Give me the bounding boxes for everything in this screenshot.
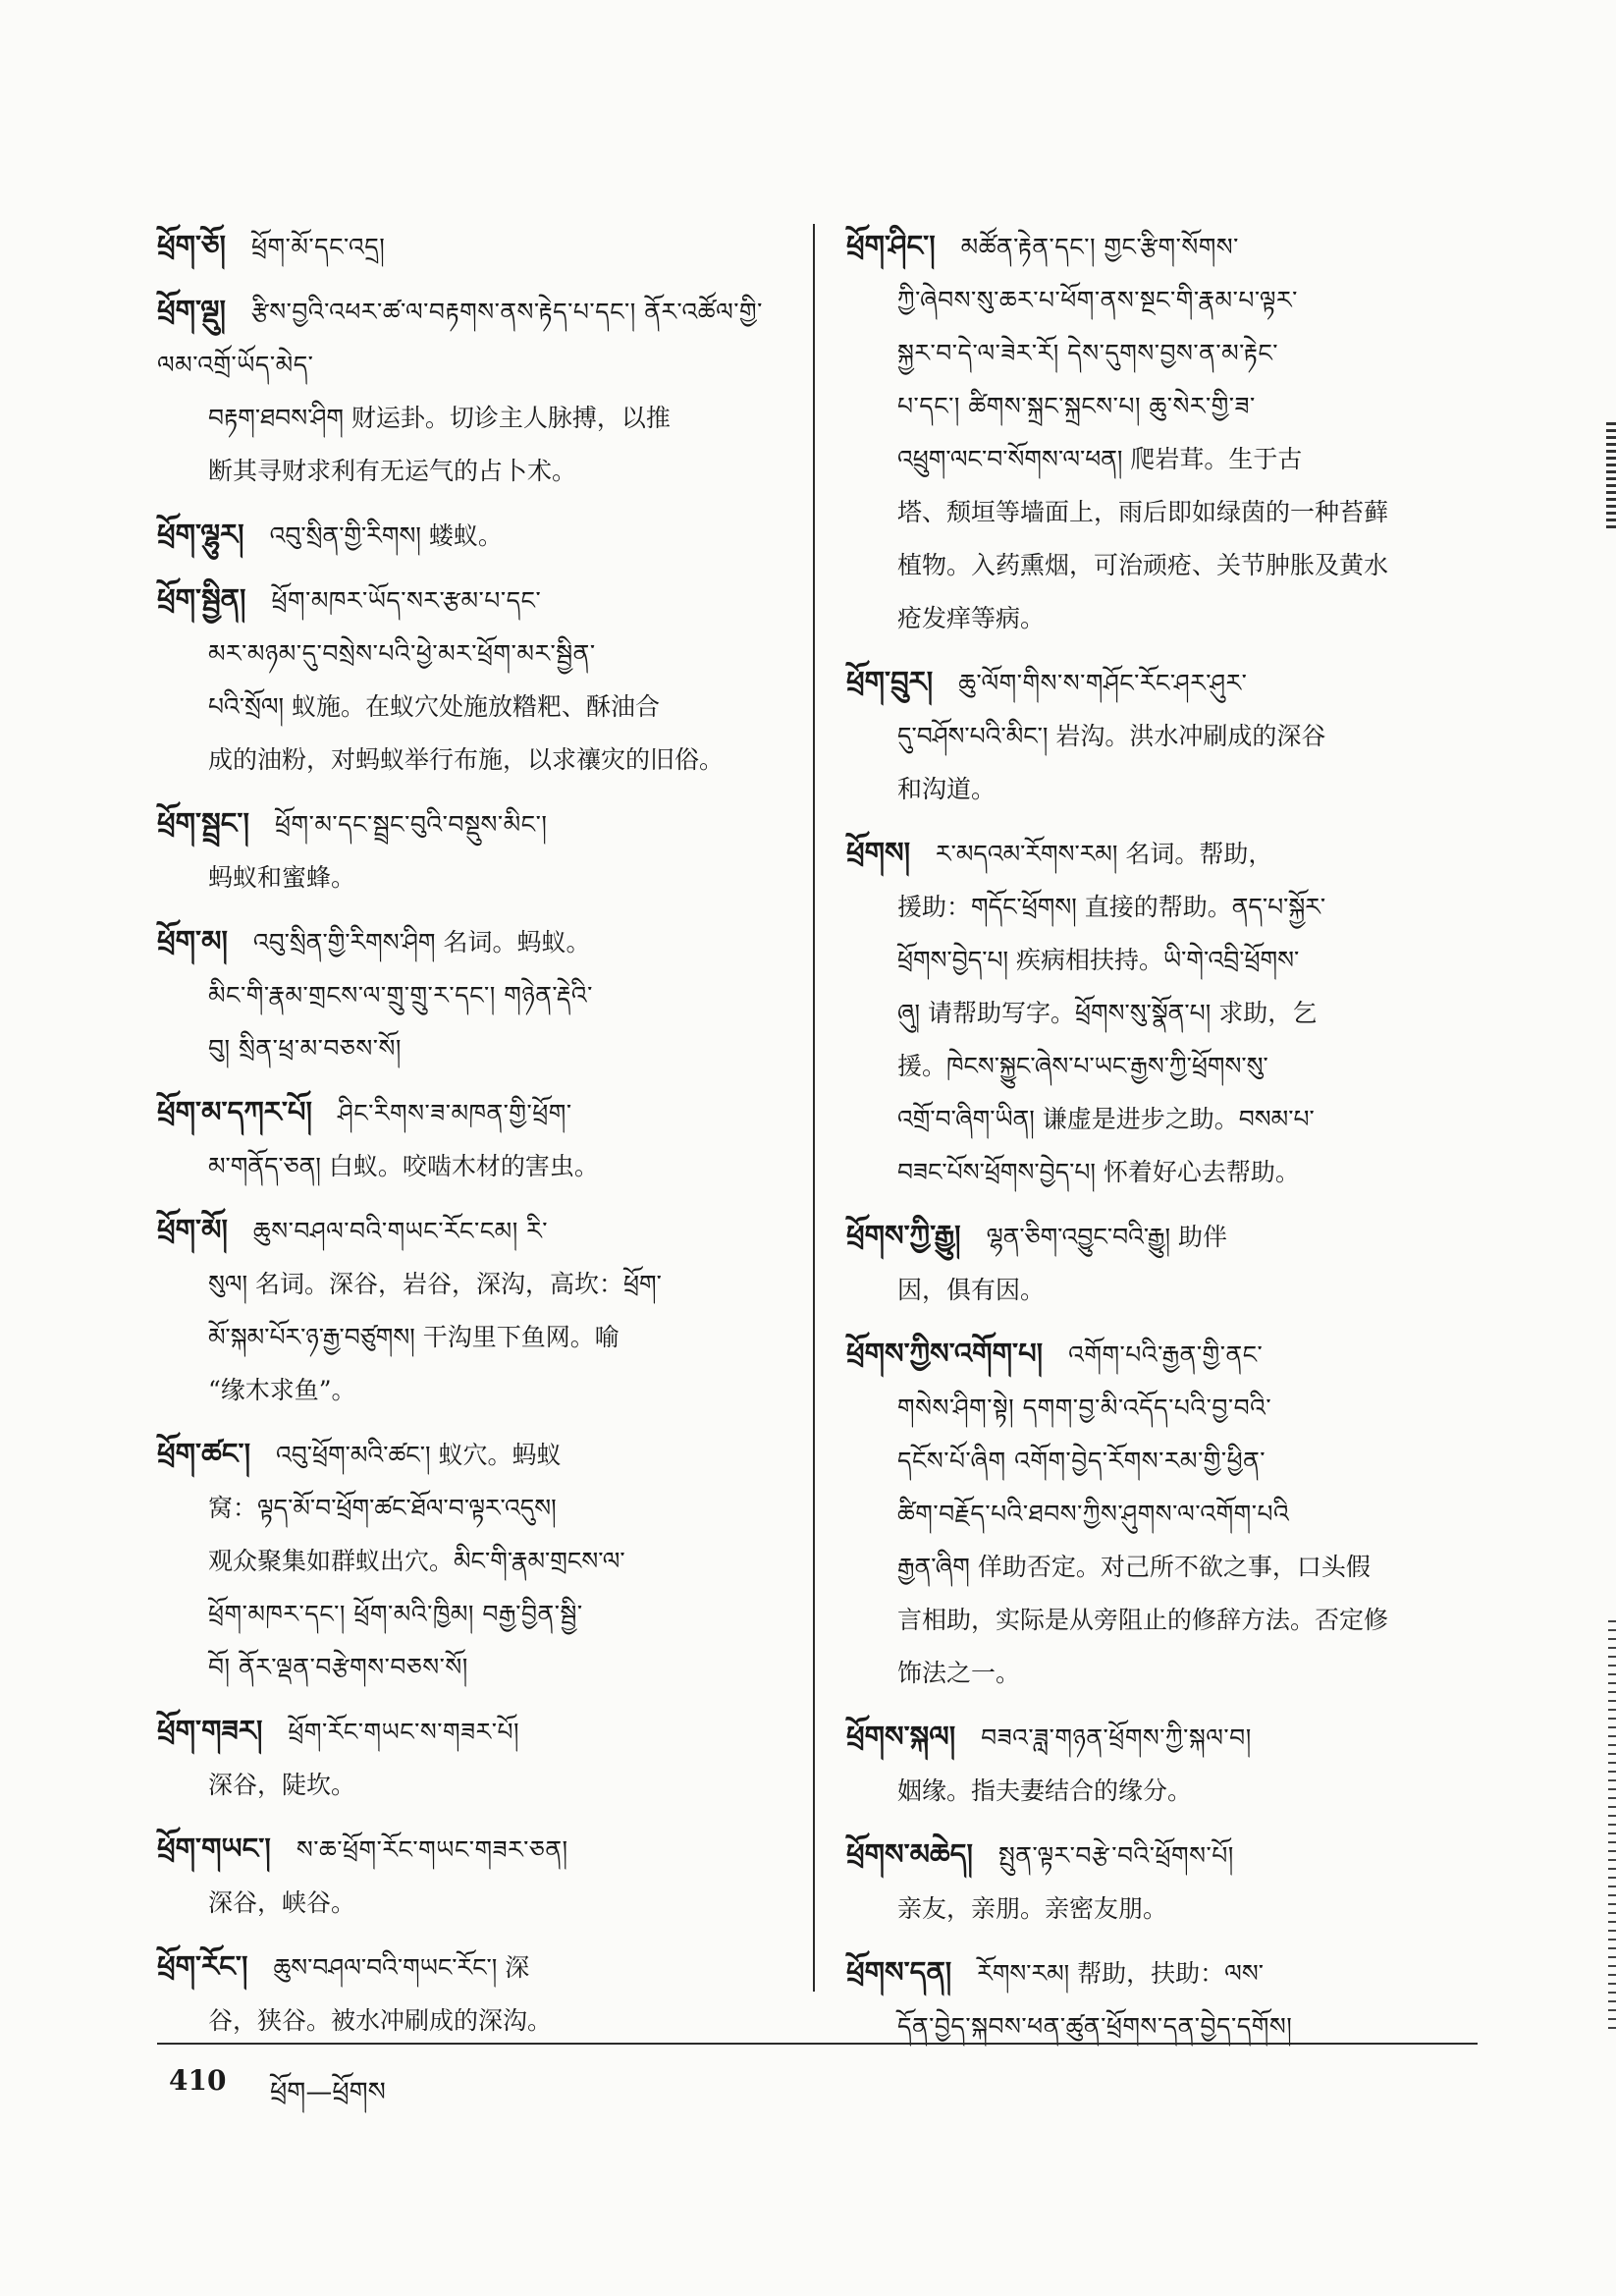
entry-body-line [157, 1311, 785, 1364]
entry-text: ཆུ་ལོག་གིས་ས་གཤོང་རོང་ཤར་ཤུར་ [958, 669, 1248, 697]
entry-headword: ཕྲོག་སྦྱིན། [157, 582, 246, 616]
entry-text: ཕྲོག་མཁར་དང་། ཕྲོག་མའི་ཁྱིམ། བརྒྱ་བྱིན་སྦྱི་ [208, 1600, 583, 1628]
entry-text: ཕྲོག་རོང་གཡང་ས་གཟར་པོ། [288, 1718, 520, 1746]
entry-text: ཕྲོག་མཁར་ཡོད་སར་རྩམ་པ་དང་ [271, 586, 542, 615]
entry-headword: ཕྲོགས་མཆེད། [846, 1837, 973, 1871]
entry-first-line [157, 1706, 785, 1759]
entry-body-line [157, 628, 785, 681]
entry-body-line [846, 1594, 1484, 1647]
entry-text: མིང་གི་རྣམ་གྲངས་ལ་གྲུ་གྲུ་ར་དང་། གཉེན་རྡེའི་ [208, 981, 593, 1010]
entry-headword: ཕྲོག་ཅོ། [157, 229, 226, 262]
entry-first-line [157, 1824, 785, 1877]
entry-text: 言相助，实际是从旁阻止的修辞方法。否定修 [897, 1606, 1389, 1634]
column-divider [813, 224, 815, 1992]
dictionary-entry [846, 1329, 1484, 1700]
entry-headword: ཕྲོག་མོ། [157, 1213, 228, 1246]
entry-headword: ཕྲོག་སྦྲང་། [157, 806, 249, 840]
entry-headword: ཕྲོག་མ། [157, 924, 228, 957]
entry-first-line [157, 916, 785, 969]
right-column [846, 221, 1484, 2065]
entry-text: ཤིང་རིགས་ཟ་མཁན་གྱི་ཕྲོག་ [337, 1099, 572, 1127]
entry-first-line [846, 221, 1484, 274]
entry-body-line [157, 851, 785, 904]
entry-body-line [846, 1647, 1484, 1700]
entry-text: མར་མཉམ་དུ་བསྲེས་པའི་ཕྱེ་མར་ཕྲོག་མར་སྦྱིན་ [208, 639, 596, 668]
entry-text: ཕྲོགས་བྱེད་པ། 疾病相扶持。ཡི་གེ་འབྲི་ཕྲོགས་ [897, 946, 1300, 974]
entry-body-line [157, 1588, 785, 1641]
dictionary-entry [157, 286, 785, 498]
footer-rule [157, 2043, 1478, 2045]
entry-body-line [157, 1877, 785, 1930]
entry-text: བཟའ་ཟླ་གཉན་ཕྲོགས་ཀྱི་སྐལ་བ། [981, 1723, 1252, 1752]
entry-first-line [157, 1941, 785, 1995]
entry-text: པའི་སྲོལ། 蚁施。在蚁穴处施放糌粑、酥油合 [208, 692, 661, 721]
entry-text: 植物。入药熏烟，可治顽疮、关节肿胀及黄水 [897, 551, 1389, 579]
entry-text: འབུ་ཕྲོག་མའི་ཚང་། 蚁穴。蚂蚁 [276, 1441, 562, 1469]
entry-body-line [846, 1765, 1484, 1818]
dictionary-entry [846, 657, 1484, 816]
entry-body-line [157, 1022, 785, 1075]
entry-text: ལྷན་ཅིག་འབྱུང་བའི་རྒྱུ། 助伴 [986, 1223, 1227, 1251]
dictionary-entry [846, 1712, 1484, 1818]
page-number: 410 [169, 2064, 227, 2097]
entry-headword: ཕྲོགས་ཀྱི་རྒྱུ། [846, 1219, 961, 1252]
entry-body-line [157, 681, 785, 734]
entry-body-line [846, 1488, 1484, 1541]
entry-body-line [157, 969, 785, 1022]
entry-first-line [157, 510, 785, 563]
entry-body-line [846, 1146, 1484, 1199]
entry-text: རྩིས་བྱའི་འཕར་ཚ་ལ་བརྟགས་ནས་རྟེད་པ་དང་། ནོར་འཚོལ་གྱི་ལམ་འགྲོ་ཡོད་མེད་ [157, 298, 763, 379]
entry-text: 援。ཁེངས་སྐྱུང་ཞེས་པ་ཡང་རྒྱས་ཀྱི་ཕྲོགས་སུ་ [897, 1052, 1268, 1080]
left-column [157, 221, 785, 2059]
entry-headword: ཕྲོགས་ཀྱིས་འགོག་པ། [846, 1337, 1044, 1370]
entry-headword: ཕྲོག་ཚང་། [157, 1437, 251, 1470]
entry-body-line [846, 274, 1484, 327]
entry-headword: ཕྲོག་ལྷུར། [157, 518, 244, 551]
entry-first-line [157, 574, 785, 628]
entry-body-line [846, 486, 1484, 539]
entry-body-line [157, 1482, 785, 1535]
entry-body-line [157, 1364, 785, 1417]
entry-first-line [846, 1712, 1484, 1765]
entry-text: ཞུ། 请帮助写字。ཕྲོགས་སུ་སྣོན་པ། 求助，乞 [897, 999, 1318, 1027]
entry-headword: ཕྲོགས། [846, 836, 911, 869]
entry-text: 成的油粉，对蚂蚁举行布施，以求禳灾的旧俗。 [208, 745, 725, 774]
entry-text: བུ། སྲིན་ཕྲ་མ་བཅས་སོ། [208, 1034, 402, 1063]
entry-text: ཚིག་བརྗོད་པའི་ཐབས་ཀྱིས་ཤུགས་ལ་འགོག་པའི [897, 1500, 1290, 1528]
entry-body-line [846, 1883, 1484, 1936]
dictionary-entry [157, 1087, 785, 1193]
entry-body-line [846, 433, 1484, 486]
entry-text: སྐྱར་བ་དེ་ལ་ཟེར་རོ། དེས་དུགས་བྱས་ན་མ་རྟེང་ [897, 339, 1279, 367]
entry-headword: ཕྲོག་བྲུར། [846, 665, 934, 698]
entry-body-line [846, 1040, 1484, 1093]
dictionary-entry [157, 916, 785, 1075]
entry-body-line [846, 2000, 1484, 2053]
entry-body-line [157, 1995, 785, 2048]
entry-text: དོན་བྱེད་སྐབས་ཕན་ཚུན་ཕྲོགས་དན་བྱེད་དགོས། [897, 2012, 1293, 2041]
entry-headword: ཕྲོག་གཟར། [157, 1714, 263, 1747]
entry-text: 因，俱有因。 [897, 1276, 1046, 1304]
entry-text: ས་ཆ་ཕྲོག་རོང་གཡང་གཟར་ཅན། [296, 1835, 568, 1864]
entry-body-line [157, 1535, 785, 1588]
entry-text: སྤུན་ལྟར་བརྩེ་བའི་ཕྲོགས་པོ། [997, 1841, 1234, 1870]
entry-body-line [846, 592, 1484, 645]
entry-text: མོ་སྐམ་པོར་ཉ་རྒྱ་བཙུགས། 干沟里下鱼网。喻 [208, 1323, 619, 1351]
entry-body-line [846, 710, 1484, 763]
entry-first-line [846, 828, 1484, 881]
dictionary-entry [157, 1205, 785, 1417]
dictionary-entry [157, 510, 785, 563]
entry-text: 谷，狭谷。被水冲刷成的深沟。 [208, 2006, 553, 2035]
dictionary-entry [846, 1830, 1484, 1936]
entry-first-line [846, 1947, 1484, 2000]
entry-headword: ཕྲོག་ལྡུ། [157, 294, 226, 327]
entry-body-line [157, 1258, 785, 1311]
dictionary-entry [157, 1941, 785, 2048]
entry-text: 断其寻财求利有无运气的占卜术。 [208, 457, 577, 485]
entry-headword: ཕྲོགས་དན། [846, 1955, 952, 1989]
entry-body-line [157, 1759, 785, 1812]
entry-text: བོ། ནོར་ལྡན་བརྩེགས་བཅས་སོ། [208, 1653, 468, 1681]
dictionary-entry [157, 798, 785, 904]
dictionary-entry [157, 1824, 785, 1930]
entry-text: 饰法之一。 [897, 1659, 1021, 1687]
entry-headword: ཕྲོག་གཡང་། [157, 1831, 271, 1865]
entry-body-line [846, 987, 1484, 1040]
entry-body-line [846, 763, 1484, 816]
entry-body-line [846, 1382, 1484, 1435]
entry-body-line [846, 539, 1484, 592]
entry-body-line [157, 1140, 785, 1193]
entry-text: འབུ་སྲིན་གྱི་རིགས། 蝼蚁。 [269, 521, 503, 550]
entry-first-line [846, 1211, 1484, 1264]
entry-headword: ཕྲོག་རོང་། [157, 1949, 248, 1983]
entry-text: འབུ་སྲིན་གྱི་རིགས་ཤིག 名词。蚂蚁。 [252, 928, 591, 957]
entry-text: 塔、颓垣等墙面上，雨后即如绿茵的一种苔藓 [897, 498, 1389, 526]
entry-text: 和沟道。 [897, 775, 997, 803]
entry-text: 观众聚集如群蚁出穴。མིང་གི་རྣམ་གྲངས་ལ་ [208, 1547, 625, 1575]
entry-text: ཕྲོག་མོ་དང་འདྲ། [250, 233, 386, 261]
entry-text: དུ་བཤོས་པའི་མིང་། 岩沟。洪水冲刷成的深谷 [897, 722, 1326, 750]
entry-text: མ་གནོད་ཅན། 白蚁。咬啮木材的害虫。 [208, 1152, 599, 1180]
dictionary-entry [846, 1211, 1484, 1317]
entry-text: དངོས་པོ་ཞིག འགོག་བྱེད་རོགས་རམ་གྱི་ཕྱིན་ [897, 1447, 1266, 1475]
entry-body-line [846, 1541, 1484, 1594]
entry-text: 深谷，峡谷。 [208, 1888, 356, 1917]
entry-body-line [157, 1641, 785, 1694]
entry-text: སུལ། 名词。深谷，岩谷，深沟，高坎：ཕྲོག་ [208, 1270, 662, 1298]
entry-text: ཆུས་བཤལ་བའི་གཡང་རོང་ངམ། རི་ [252, 1217, 549, 1245]
running-head: ཕྲོག—ཕྲོགས [270, 2077, 386, 2107]
entry-first-line [157, 1087, 785, 1140]
entry-text: 疮发痒等病。 [897, 604, 1046, 632]
dictionary-entry [157, 574, 785, 787]
entry-text: རོགས་རམ། 帮助，扶助：ལས་ [977, 1959, 1264, 1988]
dictionary-entry [846, 221, 1484, 645]
entry-first-line [157, 798, 785, 851]
entry-body-line [846, 934, 1484, 987]
entry-text: 亲友，亲朋。亲密友朋。 [897, 1894, 1168, 1923]
entry-text: བརྟག་ཐབས་ཤིག 财运卦。切诊主人脉搏，以推 [208, 404, 671, 432]
entry-headword: ཕྲོག་མ་དཀར་པོ། [157, 1095, 312, 1128]
entry-text: འགྲོ་བ་ཞིག་ཡིན། 谦虚是进步之助。བསམ་པ་ [897, 1105, 1315, 1133]
entry-text: ཀྱི་ཞེབས་སུ་ཆར་པ་ཕོག་ནས་སྔང་གི་རྣམ་པ་ལྟར་ [897, 286, 1298, 314]
entry-body-line [157, 445, 785, 498]
entry-text: “缘木求鱼”。 [208, 1376, 356, 1404]
entry-text: གསེས་ཤིག་སྟེ། དགག་བྱ་མི་འདོད་པའི་བྱ་བའི་ [897, 1394, 1272, 1422]
dictionary-entry [157, 1706, 785, 1812]
entry-text: བཟང་པོས་ཕྲོགས་བྱེད་པ། 怀着好心去帮助。 [897, 1158, 1300, 1186]
entry-headword: ཕྲོག་ཤིང་། [846, 229, 936, 262]
entry-body-line [846, 1264, 1484, 1317]
entry-text: མཚོན་རྟེན་དང་། གྱང་རྩིག་སོགས་ [960, 233, 1239, 261]
entry-text: 援助：གདོང་ཕྲོགས། 直接的帮助。ནད་པ་སྐྱོར་ [897, 893, 1326, 921]
entry-first-line [157, 221, 785, 274]
entry-text: 蚂蚁和蜜蜂。 [208, 863, 356, 892]
entry-text: འཕྲུག་ལང་བ་སོགས་ལ་ཕན། 爬岩茸。生于古 [897, 445, 1303, 473]
dictionary-entry [157, 221, 785, 274]
entry-text: 深谷，陡坎。 [208, 1771, 356, 1799]
entry-text: ཕྲོག་མ་དང་སྦྲང་བུའི་བསྡུས་མིང་། [274, 810, 548, 839]
edge-mark-lower [1608, 1620, 1616, 2033]
entry-body-line [846, 1435, 1484, 1488]
entry-first-line [846, 657, 1484, 710]
entry-text: ཆུས་བཤལ་བའི་གཡང་རོང་། 深 [273, 1953, 530, 1982]
dictionary-entry [157, 1429, 785, 1694]
entry-body-line [846, 881, 1484, 934]
entry-text: འགོག་པའི་རྒྱན་གྱི་ནང་ [1068, 1340, 1264, 1369]
entry-body-line [157, 734, 785, 787]
entry-body-line [846, 327, 1484, 380]
entry-first-line [846, 1329, 1484, 1382]
dictionary-entry [846, 828, 1484, 1199]
entry-text: ར་མདའམ་རོགས་རམ། 名词。帮助， [936, 840, 1273, 868]
entry-first-line [157, 286, 785, 392]
entry-body-line [157, 392, 785, 445]
entry-body-line [846, 1093, 1484, 1146]
entry-first-line [157, 1429, 785, 1482]
entry-headword: ཕྲོགས་སྐལ། [846, 1720, 956, 1753]
entry-text: པ་དང་། ཚིགས་སྐྲང་སྐྲངས་པ། ཆུ་སེར་གྱི་ཟ་ [897, 392, 1256, 420]
entry-text: 窝：ལྟད་མོ་བ་ཕྲོག་ཚང་ཐོལ་བ་ལྟར་འདུས། [208, 1494, 557, 1522]
entry-body-line [846, 380, 1484, 433]
dictionary-entry [846, 1947, 1484, 2053]
edge-mark [1606, 422, 1616, 530]
entry-text: 姻缘。指夫妻结合的缘分。 [897, 1777, 1193, 1805]
entry-text: རྒྱན་ཞིག 佯助否定。对己所不欲之事，口头假 [897, 1553, 1371, 1581]
entry-first-line [157, 1205, 785, 1258]
entry-first-line [846, 1830, 1484, 1883]
